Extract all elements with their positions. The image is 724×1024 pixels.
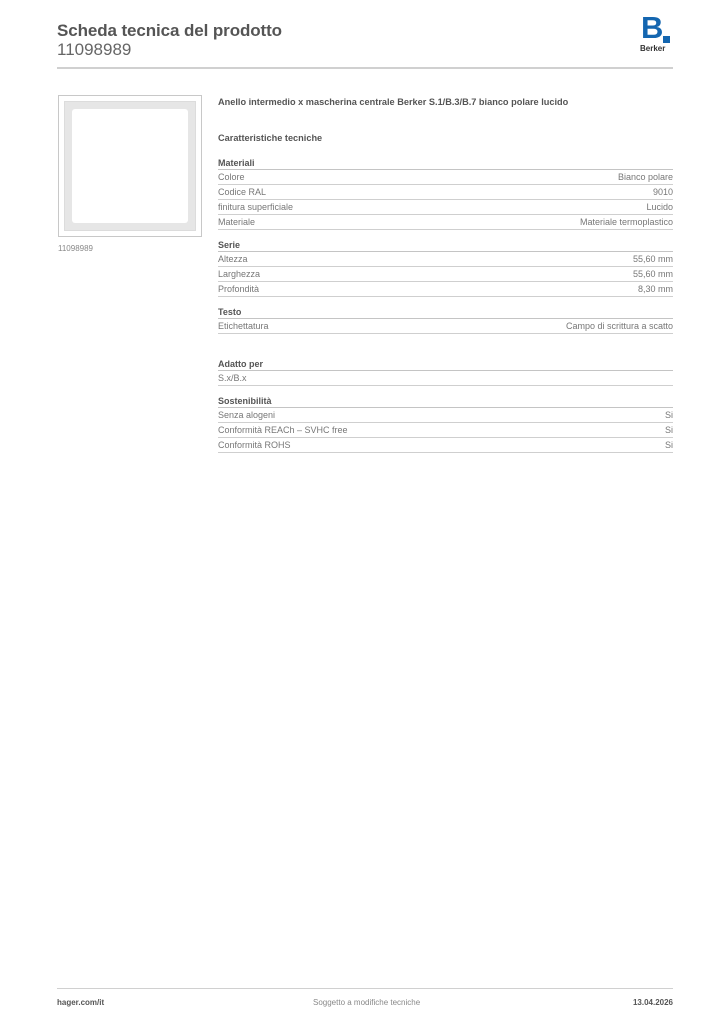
berker-logo (640, 10, 674, 56)
spec-value: Materiale termoplastico (579, 217, 673, 227)
spec-value: Si (664, 410, 673, 420)
spec-value: 55,60 mm (632, 254, 673, 264)
logo-letter: B (641, 10, 664, 45)
spec-row (218, 423, 673, 438)
spec-value: Si (664, 440, 673, 450)
spec-group-sostenibilita (218, 395, 673, 453)
spec-row (218, 215, 673, 230)
spec-label: Etichettatura (218, 321, 269, 331)
page-title: Scheda tecnica del prodotto (57, 21, 282, 40)
spec-row (218, 267, 673, 282)
spec-row (218, 170, 673, 185)
group-title: Materiali (218, 157, 673, 170)
group-title: Serie (218, 239, 673, 252)
spec-value: 9010 (652, 187, 673, 197)
spec-label: Colore (218, 172, 245, 182)
spec-content (218, 96, 673, 453)
spec-group-materiali (218, 157, 673, 230)
spec-group-adatto-per (218, 358, 673, 386)
spec-row (218, 282, 673, 297)
spec-row (218, 438, 673, 453)
group-title: Sostenibilità (218, 395, 673, 408)
logo-brand-text: Berker (640, 44, 666, 53)
spec-row (218, 371, 673, 386)
spec-value: 55,60 mm (632, 269, 673, 279)
spec-label: Conformità ROHS (218, 440, 291, 450)
image-caption: 11098989 (58, 244, 93, 253)
spec-label: Larghezza (218, 269, 261, 279)
spec-group-testo (218, 306, 673, 334)
product-code: 11098989 (57, 40, 132, 59)
logo-dot-icon (663, 36, 670, 43)
spec-value: Campo di scrittura a scatto (565, 321, 673, 331)
product-image (58, 95, 202, 237)
header-divider (57, 67, 673, 69)
footer-notice: Soggetto a modifiche tecniche (313, 998, 421, 1007)
spec-label: Profondità (218, 284, 260, 294)
spec-label: Conformità REACh – SVHC free (218, 425, 348, 435)
section-heading: Caratteristiche tecniche (218, 133, 323, 143)
spec-row (218, 200, 673, 215)
footer-date: 13.04.2026 (632, 998, 673, 1007)
frame-ring (64, 101, 196, 231)
footer-website-link[interactable]: hager.com/it (57, 998, 105, 1007)
spec-label: finitura superficiale (218, 202, 294, 212)
spec-label: Codice RAL (218, 187, 267, 197)
spec-row (218, 408, 673, 423)
spec-label: Materiale (218, 217, 256, 227)
spec-row (218, 252, 673, 267)
group-title: Testo (218, 306, 673, 319)
spec-row (218, 319, 673, 334)
spec-label: Altezza (218, 254, 248, 264)
spec-value: Bianco polare (617, 172, 673, 182)
spec-label: Senza alogeni (218, 410, 276, 420)
spec-label: S.x/B.x (218, 373, 247, 383)
group-title: Adatto per (218, 358, 673, 371)
frame-opening (72, 109, 188, 223)
spec-value: 8,30 mm (637, 284, 673, 294)
spec-value: Lucido (646, 202, 673, 212)
spec-row (218, 185, 673, 200)
spec-value: Si (664, 425, 673, 435)
spec-group-serie (218, 239, 673, 297)
product-name: Anello intermedio x mascherina centrale Berker S.1/B.3/B.7 bianco polare lucido (218, 97, 569, 107)
footer-divider (57, 988, 673, 989)
